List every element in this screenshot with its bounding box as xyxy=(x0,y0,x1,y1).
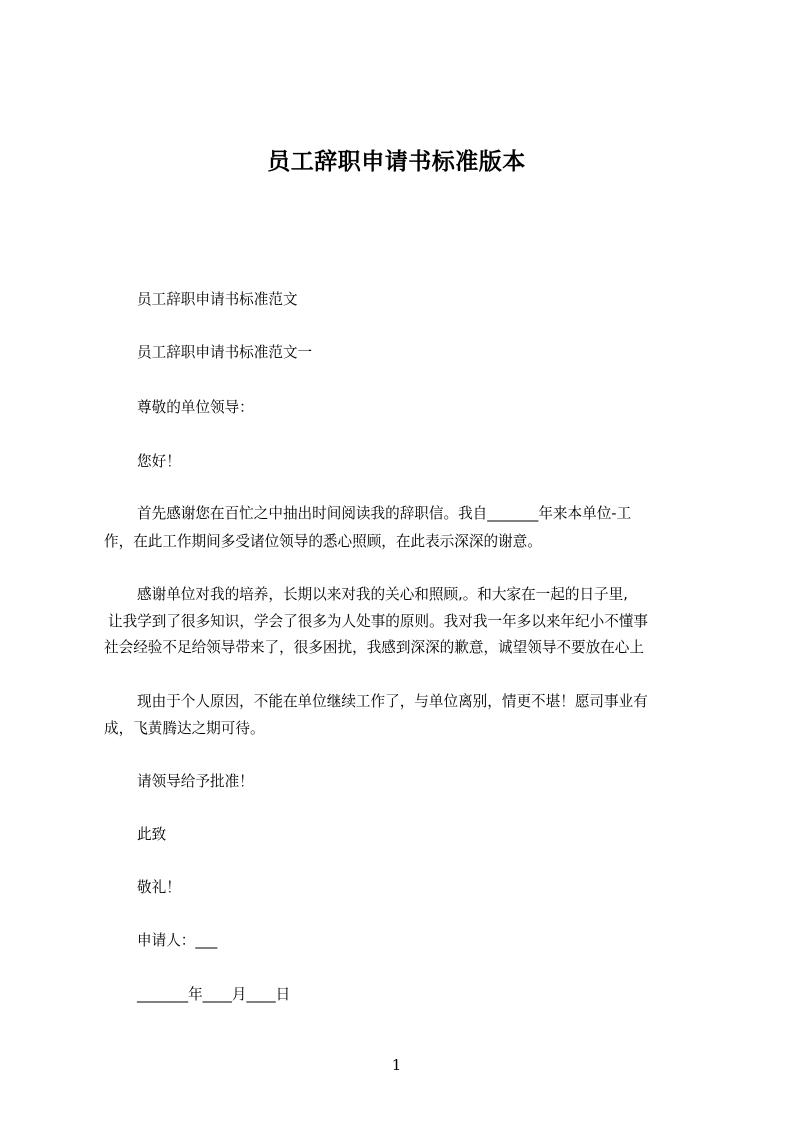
document-title: 员工辞职申请书标准版本 xyxy=(267,149,526,175)
paragraph-line: 现由于个人原因，不能在单位继续工作了，与单位离别，情更不堪！愿司事业有 xyxy=(137,693,648,710)
paragraph-line: 您好！ xyxy=(137,453,181,470)
paragraph-line: 作，在此工作期间多受诸位领导的悉心照顾，在此表示深深的谢意。 xyxy=(104,533,542,550)
paragraph-line: 首先感谢您在百忙之中抽出时间阅读我的辞职信。我自_______年来本单位-工 xyxy=(137,505,632,522)
paragraph-line: 敬礼！ xyxy=(137,879,181,896)
paragraph-line: 请领导给予批准！ xyxy=(137,773,254,790)
paragraph-line: 员工辞职申请书标准范文 xyxy=(137,291,298,308)
paragraph-line: 员工辞职申请书标准范文一 xyxy=(137,344,313,361)
date-line: _______年____月____日 xyxy=(137,986,291,1003)
paragraph-line: 让我学到了很多知识，学会了很多为人处事的原则。我对我一年多以来年纪小不懂事 xyxy=(108,613,648,630)
paragraph-line: 成，飞黄腾达之期可待。 xyxy=(104,720,265,737)
paragraph-line: 感谢单位对我的培养，长期以来对我的关心和照顾,。和大家在一起的日子里, xyxy=(137,586,628,603)
signature-line: 申请人：___ xyxy=(137,932,218,949)
paragraph-line: 此致 xyxy=(137,826,167,843)
paragraph-line: 尊敬的单位领导： xyxy=(137,399,254,416)
page-number: 1 xyxy=(391,1056,402,1074)
paragraph-line: 社会经验不足给领导带来了，很多困扰，我感到深深的歉意，诚望领导不要放在心上 xyxy=(104,639,644,656)
